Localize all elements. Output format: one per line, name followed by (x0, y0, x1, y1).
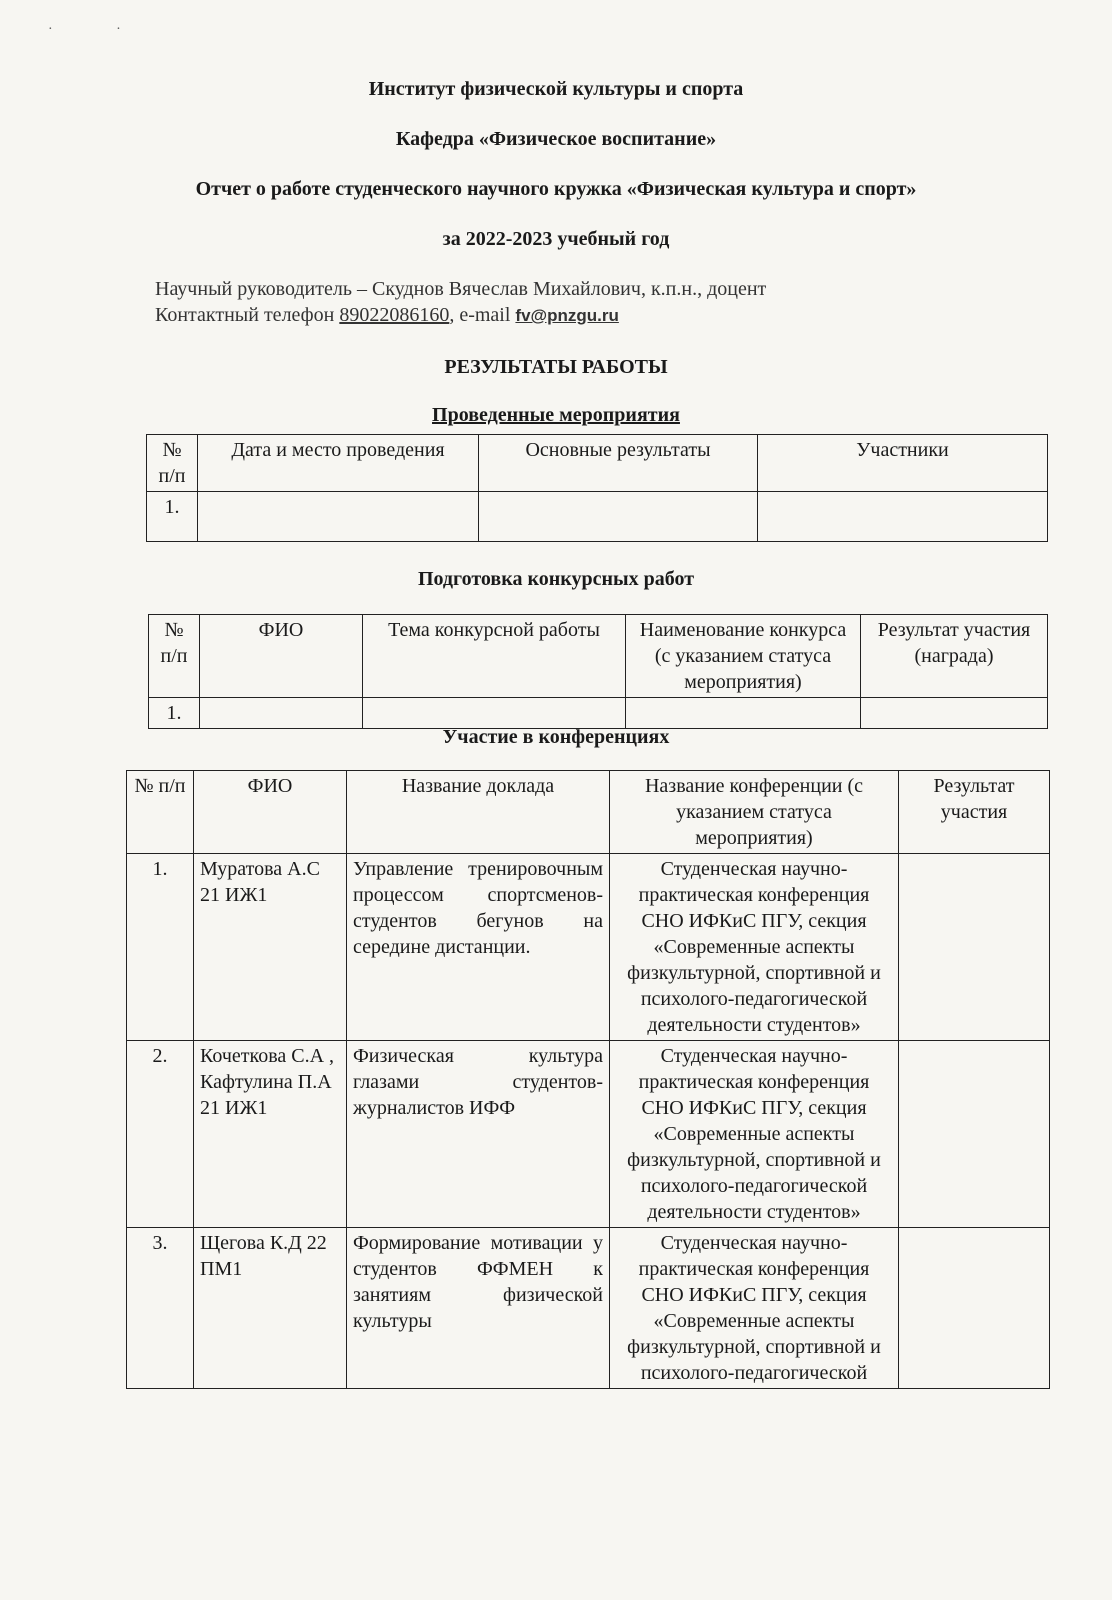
email-label: , e-mail (449, 304, 516, 326)
header-cell: ФИО (200, 615, 363, 698)
table-cell (363, 698, 626, 729)
events-title: Проведенные мероприятия (432, 404, 680, 426)
participant-name: Кочеткова С.А , Кафтулина П.А 21 ИЖ1 (194, 1041, 347, 1228)
institute-title: Институт физической культуры и спорта (368, 78, 744, 100)
header-cell: № п/п (149, 615, 200, 698)
participant-name: Щегова К.Д 22 ПМ1 (194, 1228, 347, 1389)
phone-label: Контактный телефон (155, 304, 340, 326)
conferences-table (126, 770, 1050, 1389)
table-row (147, 492, 1048, 542)
report-title-cell: Физическая культура глазами студентов-журналистов ИФФ (347, 1041, 610, 1228)
header-cell: Результат участия (награда) (861, 615, 1048, 698)
report-title-cell: Формирование мотивации у студентов ФФМЕН к занятиям физической культуры (347, 1228, 610, 1389)
table-cell (479, 492, 758, 542)
conference-name-cell: Студенческая научно-практическая конференция СНО ИФКиС ПГУ, секция «Современные аспекты физкультурной, спортивной и психолого-педагогической деятельности студентов» (610, 854, 899, 1041)
table-header-row (127, 771, 1050, 854)
scientific-leader: Научный руководитель – Скуднов Вячеслав Михайлович, к.п.н., доцент (155, 278, 767, 300)
result-cell (899, 1041, 1050, 1228)
result-cell (899, 854, 1050, 1041)
table-header-row (147, 435, 1048, 492)
report-title-cell: Управление тренировочным процессом спортсменов-студентов бегунов на середине дистанции. (347, 854, 610, 1041)
row-number: 1. (127, 854, 194, 1041)
row-number: 1. (149, 698, 200, 729)
header-cell: Основные результаты (479, 435, 758, 492)
table-header-row (149, 615, 1048, 698)
participant-name: Муратова А.С 21 ИЖ1 (194, 854, 347, 1041)
header-cell: Название конференции (с указанием статуса мероприятия) (610, 771, 899, 854)
header-cell: ФИО (194, 771, 347, 854)
conferences-title: Участие в конференциях (442, 726, 670, 748)
header-cell: Результат участия (899, 771, 1050, 854)
scan-specks: · · (48, 22, 151, 37)
email-link[interactable]: fv@pnzgu.ru (515, 306, 619, 325)
header-cell: Наименование конкурса (с указанием статуса мероприятия) (626, 615, 861, 698)
header-cell: № п/п (127, 771, 194, 854)
header-cell: № п/п (147, 435, 198, 492)
row-number: 3. (127, 1228, 194, 1389)
conference-name-cell: Студенческая научно-практическая конференция СНО ИФКиС ПГУ, секция «Современные аспекты физкультурной, спортивной и психолого-педагогической (610, 1228, 899, 1389)
events-table (146, 434, 1048, 542)
table-cell (200, 698, 363, 729)
table-row (127, 1228, 1050, 1389)
header-cell: Тема конкурсной работы (363, 615, 626, 698)
department-title: Кафедра «Физическое воспитание» (395, 128, 717, 150)
table-row (149, 698, 1048, 729)
table-cell (758, 492, 1048, 542)
table-cell (861, 698, 1048, 729)
header-cell: Название доклада (347, 771, 610, 854)
table-row (127, 854, 1050, 1041)
table-row (127, 1041, 1050, 1228)
phone-number: 89022086160 (339, 304, 450, 326)
contest-title: Подготовка конкурсных работ (417, 568, 695, 590)
row-number: 1. (147, 492, 198, 542)
table-cell (626, 698, 861, 729)
contest-table (148, 614, 1048, 729)
header-cell: Участники (758, 435, 1048, 492)
conference-name-cell: Студенческая научно-практическая конференция СНО ИФКиС ПГУ, секция «Современные аспекты физкультурной, спортивной и психолого-педагогической деятельности студентов» (610, 1041, 899, 1228)
result-cell (899, 1228, 1050, 1389)
table-cell (198, 492, 479, 542)
report-title: Отчет о работе студенческого научного кружка «Физическая культура и спорт» (195, 178, 917, 200)
academic-year: за 2022-2023 учебный год (442, 228, 670, 250)
results-title: РЕЗУЛЬТАТЫ РАБОТЫ (444, 356, 668, 378)
header-cell: Дата и место проведения (198, 435, 479, 492)
contact-line (155, 304, 619, 327)
row-number: 2. (127, 1041, 194, 1228)
